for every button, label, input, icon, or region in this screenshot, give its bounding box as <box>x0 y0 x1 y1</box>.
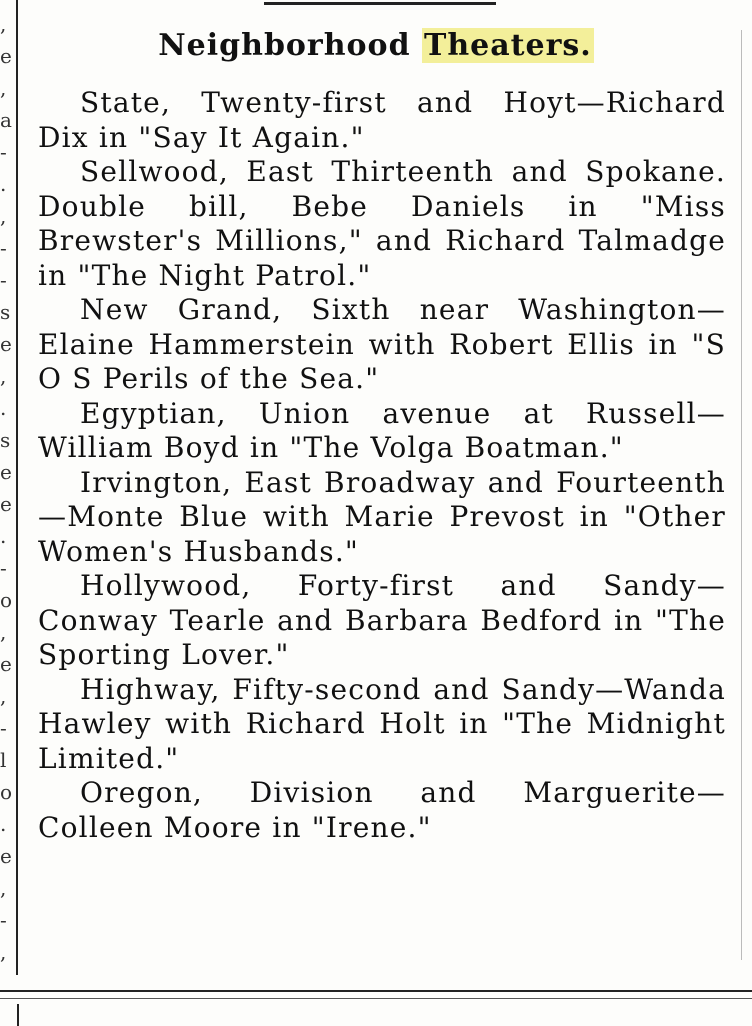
bottom-column-rule <box>17 1004 19 1026</box>
headline <box>0 28 752 63</box>
headline-prefix: Neighborhood <box>158 28 411 63</box>
listing-entry: Highway, Fifty-second and Sandy—Wanda Hawley with Richard Holt in "The Midnight Limited." <box>38 672 726 775</box>
listing-entry: New Grand, Sixth near Washington—Elaine Hammerstein with Robert Ellis in "S O S Perils of the Sea." <box>38 293 726 395</box>
listing-entry: Oregon, Division and Marguerite—Colleen Moore in "Irene." <box>38 776 726 844</box>
listing-entry: Egyptian, Union avenue at Russell—William Boyd in "The Volga Boatman." <box>38 396 726 464</box>
listing-entry: State, Twenty-first and Hoyt—Richard Dix in "Say It Again." <box>38 86 726 154</box>
listing-entry: Irvington, East Broadway and Fourteenth—Monte Blue with Marie Prevost in "Other Women's Husbands." <box>38 465 726 568</box>
headline-highlighted-word: Theaters. <box>424 28 592 63</box>
adjacent-column-fragments: , e , a - . , - - s e , . s e e . - o , e , - l o . e , - , <box>0 12 12 964</box>
bottom-rule <box>0 990 752 992</box>
listing-entry: Hollywood, Forty-first and Sandy—Conway Tearle and Barbara Bedford in "The Sporting Lover." <box>38 569 726 671</box>
listing-entry: Sellwood, East Thirteenth and Spokane. Double bill, Bebe Daniels in "Miss Brewster's Millions," and Richard Talmadge in "The Night Patrol." <box>38 155 726 292</box>
top-column-rule <box>264 2 496 5</box>
bottom-rule-secondary <box>0 998 752 999</box>
right-edge-rule <box>741 30 742 960</box>
theater-listings <box>38 86 726 845</box>
left-column-rule <box>16 0 18 975</box>
